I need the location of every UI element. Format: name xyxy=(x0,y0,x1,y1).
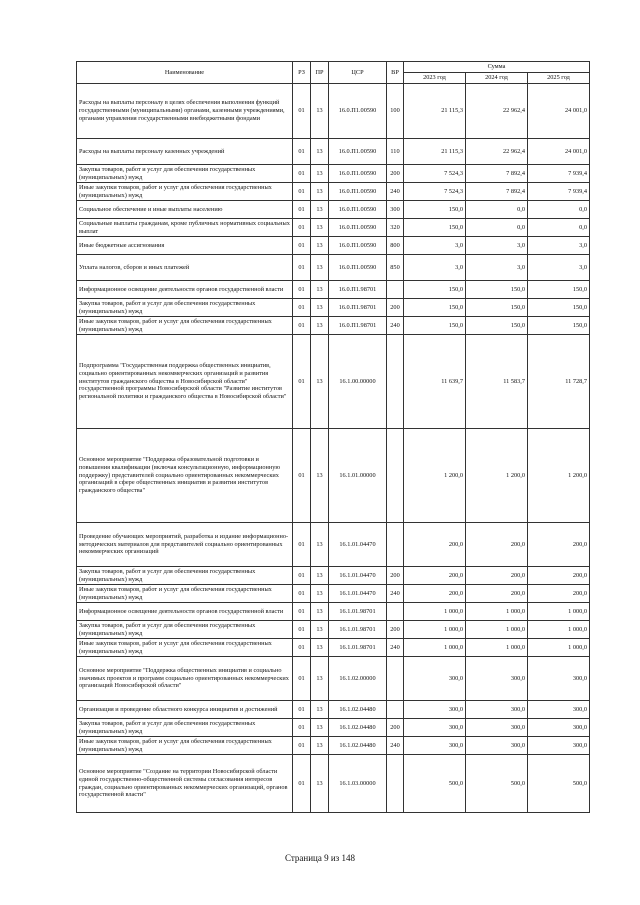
row-rz-cell: 01 xyxy=(293,237,311,255)
table-row xyxy=(77,281,590,299)
table-row xyxy=(77,183,590,201)
header-name: Наименование xyxy=(77,62,293,84)
row-vr-cell: 200 xyxy=(387,719,404,737)
row-name-cell: Иные закупки товаров, работ и услуг для обеспечения государственных (муниципальных) нужд xyxy=(77,639,293,657)
row-pr-cell: 13 xyxy=(311,567,329,585)
row-amount-2023-cell: 500,0 xyxy=(404,755,466,813)
row-pr-cell: 13 xyxy=(311,219,329,237)
row-rz-cell: 01 xyxy=(293,281,311,299)
row-amount-2025-cell: 1 000,0 xyxy=(528,621,590,639)
row-amount-2025-cell: 200,0 xyxy=(528,567,590,585)
row-csr-cell: 16.1.01.04470 xyxy=(329,523,387,567)
row-pr-cell: 13 xyxy=(311,84,329,139)
table-row xyxy=(77,523,590,567)
row-name-cell: Иные бюджетные ассигнования xyxy=(77,237,293,255)
row-pr-cell: 13 xyxy=(311,237,329,255)
row-name-cell: Закупка товаров, работ и услуг для обеспечения государственных (муниципальных) нужд xyxy=(77,719,293,737)
row-rz-cell: 01 xyxy=(293,567,311,585)
row-amount-2023-cell: 150,0 xyxy=(404,299,466,317)
row-amount-2023-cell: 200,0 xyxy=(404,567,466,585)
row-rz-cell: 01 xyxy=(293,657,311,701)
row-vr-cell: 200 xyxy=(387,299,404,317)
row-rz-cell: 01 xyxy=(293,317,311,335)
row-pr-cell: 13 xyxy=(311,701,329,719)
table-row xyxy=(77,701,590,719)
table-row xyxy=(77,657,590,701)
row-vr-cell: 240 xyxy=(387,317,404,335)
row-name-cell: Закупка товаров, работ и услуг для обеспечения государственных (муниципальных) нужд xyxy=(77,299,293,317)
table-row xyxy=(77,299,590,317)
row-vr-cell xyxy=(387,701,404,719)
row-csr-cell: 16.1.02.00000 xyxy=(329,657,387,701)
row-amount-2024-cell: 150,0 xyxy=(466,299,528,317)
row-amount-2025-cell: 1 000,0 xyxy=(528,603,590,621)
row-rz-cell: 01 xyxy=(293,603,311,621)
table-row xyxy=(77,429,590,523)
row-csr-cell: 16.1.02.04480 xyxy=(329,701,387,719)
row-vr-cell: 200 xyxy=(387,621,404,639)
row-csr-cell: 16.0.П1.00590 xyxy=(329,165,387,183)
row-amount-2023-cell: 21 115,3 xyxy=(404,84,466,139)
row-pr-cell: 13 xyxy=(311,755,329,813)
row-vr-cell: 240 xyxy=(387,639,404,657)
row-vr-cell xyxy=(387,523,404,567)
row-amount-2024-cell: 0,0 xyxy=(466,201,528,219)
row-amount-2023-cell: 150,0 xyxy=(404,201,466,219)
row-vr-cell xyxy=(387,755,404,813)
row-pr-cell: 13 xyxy=(311,201,329,219)
row-amount-2025-cell: 7 939,4 xyxy=(528,183,590,201)
table-row xyxy=(77,201,590,219)
row-rz-cell: 01 xyxy=(293,429,311,523)
row-name-cell: Информационное освещение деятельности органов государственной власти xyxy=(77,281,293,299)
row-pr-cell: 13 xyxy=(311,657,329,701)
row-name-cell: Иные закупки товаров, работ и услуг для обеспечения государственных (муниципальных) нужд xyxy=(77,183,293,201)
row-name-cell: Закупка товаров, работ и услуг для обеспечения государственных (муниципальных) нужд xyxy=(77,567,293,585)
row-csr-cell: 16.1.01.00000 xyxy=(329,429,387,523)
row-vr-cell: 240 xyxy=(387,585,404,603)
table-row xyxy=(77,237,590,255)
row-csr-cell: 16.1.01.98701 xyxy=(329,603,387,621)
row-rz-cell: 01 xyxy=(293,701,311,719)
row-name-cell: Основное мероприятие "Поддержка образовательной подготовки и повышения квалификации (включая консультационную, информационную поддержку) представителей социально ориентированных некоммерческих организаций в сфере общественных инициатив и развития институтов гражданского общества" xyxy=(77,429,293,523)
table-row xyxy=(77,335,590,429)
row-name-cell: Подпрограмма "Государственная поддержка общественных инициатив, социально ориентированных некоммерческих организаций и развития институтов гражданского общества в Новосибирской области" государственной программы Новосибирской области "Развитие институтов региональной политики и гражданского общества в Новосибирской области" xyxy=(77,335,293,429)
header-vr: ВР xyxy=(387,62,404,84)
row-amount-2025-cell: 200,0 xyxy=(528,523,590,567)
row-name-cell: Закупка товаров, работ и услуг для обеспечения государственных (муниципальных) нужд xyxy=(77,165,293,183)
header-year-2023: 2023 год xyxy=(404,73,466,84)
row-vr-cell: 300 xyxy=(387,201,404,219)
row-rz-cell: 01 xyxy=(293,84,311,139)
table-row xyxy=(77,639,590,657)
row-csr-cell: 16.1.02.04480 xyxy=(329,737,387,755)
row-pr-cell: 13 xyxy=(311,139,329,165)
row-rz-cell: 01 xyxy=(293,621,311,639)
row-amount-2024-cell: 500,0 xyxy=(466,755,528,813)
row-amount-2023-cell: 7 524,3 xyxy=(404,165,466,183)
row-vr-cell: 320 xyxy=(387,219,404,237)
row-amount-2025-cell: 300,0 xyxy=(528,737,590,755)
row-csr-cell: 16.0.П1.00590 xyxy=(329,237,387,255)
row-name-cell: Расходы на выплаты персоналу казенных учреждений xyxy=(77,139,293,165)
header-sum: Сумма xyxy=(404,62,590,73)
row-csr-cell: 16.0.П1.98701 xyxy=(329,299,387,317)
row-rz-cell: 01 xyxy=(293,639,311,657)
row-rz-cell: 01 xyxy=(293,755,311,813)
row-amount-2024-cell: 3,0 xyxy=(466,255,528,281)
row-amount-2024-cell: 1 200,0 xyxy=(466,429,528,523)
table-row xyxy=(77,139,590,165)
row-amount-2024-cell: 0,0 xyxy=(466,219,528,237)
row-amount-2025-cell: 24 001,0 xyxy=(528,139,590,165)
row-vr-cell: 200 xyxy=(387,165,404,183)
header-year-2024: 2024 год xyxy=(466,73,528,84)
row-csr-cell: 16.0.П1.00590 xyxy=(329,183,387,201)
row-amount-2024-cell: 300,0 xyxy=(466,657,528,701)
row-amount-2023-cell: 300,0 xyxy=(404,737,466,755)
table-row xyxy=(77,621,590,639)
row-vr-cell: 240 xyxy=(387,183,404,201)
table-row xyxy=(77,317,590,335)
row-amount-2024-cell: 150,0 xyxy=(466,317,528,335)
header-year-2025: 2025 год xyxy=(528,73,590,84)
row-rz-cell: 01 xyxy=(293,139,311,165)
row-pr-cell: 13 xyxy=(311,299,329,317)
table-row xyxy=(77,567,590,585)
row-name-cell: Основное мероприятие "Поддержка общественных инициатив и социально значимых проектов и программ социально ориентированных некоммерческих организаций Новосибирской области" xyxy=(77,657,293,701)
row-csr-cell: 16.1.01.98701 xyxy=(329,621,387,639)
row-name-cell: Уплата налогов, сборов и иных платежей xyxy=(77,255,293,281)
row-rz-cell: 01 xyxy=(293,719,311,737)
row-vr-cell: 240 xyxy=(387,737,404,755)
row-name-cell: Проведение обучающих мероприятий, разработка и издание информационно-методических материалов для представителей социально ориентированных некоммерческих организаций xyxy=(77,523,293,567)
page-number: Страница 9 из 148 xyxy=(285,853,355,863)
row-vr-cell: 200 xyxy=(387,567,404,585)
table-row xyxy=(77,719,590,737)
row-csr-cell: 16.0.П1.00590 xyxy=(329,255,387,281)
row-name-cell: Социальное обеспечение и иные выплаты населению xyxy=(77,201,293,219)
row-csr-cell: 16.1.01.04470 xyxy=(329,567,387,585)
row-name-cell: Организация и проведение областного конкурса инициатив и достижений xyxy=(77,701,293,719)
row-amount-2025-cell: 3,0 xyxy=(528,237,590,255)
row-amount-2024-cell: 3,0 xyxy=(466,237,528,255)
row-csr-cell: 16.0.П1.98701 xyxy=(329,317,387,335)
row-amount-2025-cell: 300,0 xyxy=(528,657,590,701)
row-pr-cell: 13 xyxy=(311,621,329,639)
row-vr-cell xyxy=(387,281,404,299)
row-name-cell: Закупка товаров, работ и услуг для обеспечения государственных (муниципальных) нужд xyxy=(77,621,293,639)
row-amount-2024-cell: 150,0 xyxy=(466,281,528,299)
row-rz-cell: 01 xyxy=(293,299,311,317)
row-amount-2023-cell: 3,0 xyxy=(404,255,466,281)
row-amount-2025-cell: 11 728,7 xyxy=(528,335,590,429)
row-rz-cell: 01 xyxy=(293,183,311,201)
row-name-cell: Иные закупки товаров, работ и услуг для обеспечения государственных (муниципальных) нужд xyxy=(77,585,293,603)
row-amount-2024-cell: 7 892,4 xyxy=(466,165,528,183)
row-amount-2024-cell: 300,0 xyxy=(466,701,528,719)
table-row xyxy=(77,84,590,139)
row-amount-2024-cell: 1 000,0 xyxy=(466,603,528,621)
row-vr-cell: 110 xyxy=(387,139,404,165)
row-csr-cell: 16.0.П1.98701 xyxy=(329,281,387,299)
row-amount-2023-cell: 300,0 xyxy=(404,701,466,719)
row-pr-cell: 13 xyxy=(311,719,329,737)
table-body xyxy=(77,84,590,813)
row-rz-cell: 01 xyxy=(293,523,311,567)
row-name-cell: Социальные выплаты гражданам, кроме публичных нормативных социальных выплат xyxy=(77,219,293,237)
row-amount-2025-cell: 200,0 xyxy=(528,585,590,603)
row-amount-2024-cell: 1 000,0 xyxy=(466,639,528,657)
row-amount-2023-cell: 21 115,3 xyxy=(404,139,466,165)
table-row xyxy=(77,165,590,183)
row-amount-2024-cell: 11 583,7 xyxy=(466,335,528,429)
row-vr-cell xyxy=(387,657,404,701)
row-vr-cell xyxy=(387,603,404,621)
row-csr-cell: 16.1.01.98701 xyxy=(329,639,387,657)
row-amount-2023-cell: 1 000,0 xyxy=(404,603,466,621)
row-csr-cell: 16.1.00.00000 xyxy=(329,335,387,429)
row-amount-2024-cell: 300,0 xyxy=(466,737,528,755)
row-amount-2024-cell: 200,0 xyxy=(466,585,528,603)
table-row xyxy=(77,255,590,281)
row-amount-2024-cell: 22 962,4 xyxy=(466,139,528,165)
row-name-cell: Расходы на выплаты персоналу в целях обеспечения выполнения функций государственными (муниципальными) органами, казенными учреждениями, органами управления государственными внебюджетными фондами xyxy=(77,84,293,139)
budget-table xyxy=(76,61,590,813)
table-row xyxy=(77,737,590,755)
row-amount-2023-cell: 11 639,7 xyxy=(404,335,466,429)
header-csr: ЦСР xyxy=(329,62,387,84)
row-pr-cell: 13 xyxy=(311,639,329,657)
row-rz-cell: 01 xyxy=(293,201,311,219)
row-name-cell: Иные закупки товаров, работ и услуг для обеспечения государственных (муниципальных) нужд xyxy=(77,737,293,755)
row-amount-2023-cell: 7 524,3 xyxy=(404,183,466,201)
row-rz-cell: 01 xyxy=(293,335,311,429)
row-amount-2024-cell: 1 000,0 xyxy=(466,621,528,639)
row-amount-2025-cell: 3,0 xyxy=(528,255,590,281)
row-amount-2023-cell: 3,0 xyxy=(404,237,466,255)
row-amount-2023-cell: 1 000,0 xyxy=(404,639,466,657)
row-amount-2025-cell: 150,0 xyxy=(528,317,590,335)
header-pr: ПР xyxy=(311,62,329,84)
row-amount-2024-cell: 200,0 xyxy=(466,523,528,567)
row-amount-2025-cell: 0,0 xyxy=(528,219,590,237)
row-csr-cell: 16.0.П1.00590 xyxy=(329,201,387,219)
row-amount-2023-cell: 1 200,0 xyxy=(404,429,466,523)
row-pr-cell: 13 xyxy=(311,317,329,335)
row-amount-2023-cell: 150,0 xyxy=(404,281,466,299)
row-amount-2025-cell: 1 000,0 xyxy=(528,639,590,657)
row-pr-cell: 13 xyxy=(311,281,329,299)
row-amount-2023-cell: 300,0 xyxy=(404,719,466,737)
row-rz-cell: 01 xyxy=(293,585,311,603)
row-pr-cell: 13 xyxy=(311,603,329,621)
table-row xyxy=(77,219,590,237)
row-amount-2024-cell: 22 962,4 xyxy=(466,84,528,139)
row-amount-2025-cell: 150,0 xyxy=(528,281,590,299)
row-csr-cell: 16.1.02.04480 xyxy=(329,719,387,737)
row-vr-cell: 100 xyxy=(387,84,404,139)
row-vr-cell: 800 xyxy=(387,237,404,255)
row-pr-cell: 13 xyxy=(311,737,329,755)
row-pr-cell: 13 xyxy=(311,523,329,567)
row-pr-cell: 13 xyxy=(311,335,329,429)
header-rz: РЗ xyxy=(293,62,311,84)
row-csr-cell: 16.0.П1.00590 xyxy=(329,139,387,165)
row-amount-2025-cell: 7 939,4 xyxy=(528,165,590,183)
row-rz-cell: 01 xyxy=(293,219,311,237)
row-vr-cell xyxy=(387,335,404,429)
row-amount-2023-cell: 150,0 xyxy=(404,219,466,237)
row-rz-cell: 01 xyxy=(293,737,311,755)
row-vr-cell: 850 xyxy=(387,255,404,281)
row-name-cell: Информационное освещение деятельности органов государственной власти xyxy=(77,603,293,621)
row-amount-2025-cell: 500,0 xyxy=(528,755,590,813)
row-name-cell: Иные закупки товаров, работ и услуг для обеспечения государственных (муниципальных) нужд xyxy=(77,317,293,335)
row-amount-2025-cell: 24 001,0 xyxy=(528,84,590,139)
row-amount-2023-cell: 200,0 xyxy=(404,585,466,603)
row-csr-cell: 16.1.01.04470 xyxy=(329,585,387,603)
row-amount-2025-cell: 300,0 xyxy=(528,719,590,737)
row-amount-2023-cell: 300,0 xyxy=(404,657,466,701)
row-amount-2023-cell: 1 000,0 xyxy=(404,621,466,639)
row-rz-cell: 01 xyxy=(293,255,311,281)
row-amount-2025-cell: 150,0 xyxy=(528,299,590,317)
row-amount-2024-cell: 300,0 xyxy=(466,719,528,737)
row-pr-cell: 13 xyxy=(311,585,329,603)
row-csr-cell: 16.0.П1.00590 xyxy=(329,84,387,139)
table-row xyxy=(77,585,590,603)
row-amount-2025-cell: 1 200,0 xyxy=(528,429,590,523)
table-row xyxy=(77,755,590,813)
row-amount-2024-cell: 200,0 xyxy=(466,567,528,585)
row-csr-cell: 16.0.П1.00590 xyxy=(329,219,387,237)
row-pr-cell: 13 xyxy=(311,429,329,523)
row-pr-cell: 13 xyxy=(311,165,329,183)
row-name-cell: Основное мероприятие "Создание на территории Новосибирской области единой государственно-общественной системы согласования интересов граждан, социально ориентированных некоммерческих организаций, органов государственной власти" xyxy=(77,755,293,813)
row-amount-2025-cell: 300,0 xyxy=(528,701,590,719)
row-pr-cell: 13 xyxy=(311,183,329,201)
row-amount-2023-cell: 150,0 xyxy=(404,317,466,335)
row-amount-2024-cell: 7 892,4 xyxy=(466,183,528,201)
table-row xyxy=(77,603,590,621)
row-amount-2025-cell: 0,0 xyxy=(528,201,590,219)
row-pr-cell: 13 xyxy=(311,255,329,281)
row-amount-2023-cell: 200,0 xyxy=(404,523,466,567)
row-csr-cell: 16.1.03.00000 xyxy=(329,755,387,813)
row-rz-cell: 01 xyxy=(293,165,311,183)
row-vr-cell xyxy=(387,429,404,523)
